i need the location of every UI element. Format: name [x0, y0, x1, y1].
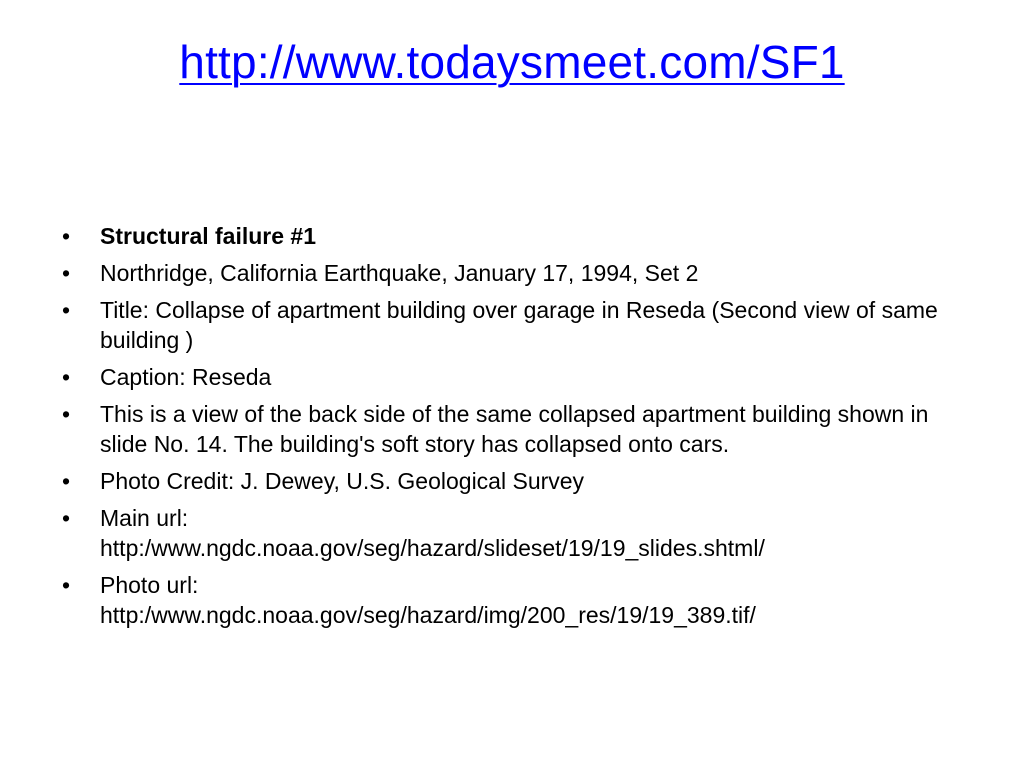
bullet-text: This is a view of the back side of the same collapsed apartment building shown in slide No. 14. The building's soft story has collapsed onto cars. [100, 401, 929, 457]
bullet-item-photo-url [60, 570, 980, 630]
bullet-item-event [60, 258, 980, 288]
bullet-item-caption [60, 362, 980, 392]
bullet-glyph: • [62, 260, 71, 286]
bullet-glyph: • [62, 223, 71, 249]
bullet-item-structural-failure [60, 221, 980, 251]
bullet-item-description [60, 399, 980, 459]
bullet-text: Photo Credit: J. Dewey, U.S. Geological Survey [100, 468, 585, 494]
slide-title [0, 32, 1024, 92]
bullet-text: Northridge, California Earthquake, January 17, 1994, Set 2 [100, 260, 699, 286]
bullet-glyph: • [62, 505, 71, 531]
bullet-glyph: • [62, 572, 71, 598]
main-url-value: http:/www.ngdc.noaa.gov/seg/hazard/slideset/19/19_slides.shtml/ [100, 535, 765, 561]
bullet-text: Title: Collapse of apartment building over garage in Reseda (Second view of same building ) [100, 297, 938, 353]
bullet-glyph: • [62, 297, 71, 323]
bullet-glyph: • [62, 364, 71, 390]
bullet-text: Caption: Reseda [100, 364, 272, 390]
photo-url-label: Photo url: [100, 572, 199, 598]
bullet-text: Structural failure #1 [100, 223, 317, 249]
bullet-list [60, 221, 980, 637]
bullet-item-photo-credit [60, 466, 980, 496]
main-url-label: Main url: [100, 505, 189, 531]
photo-url-value: http:/www.ngdc.noaa.gov/seg/hazard/img/200_res/19/19_389.tif/ [100, 602, 756, 628]
bullet-item-title [60, 295, 980, 355]
bullet-item-main-url [60, 503, 980, 563]
bullet-glyph: • [62, 401, 71, 427]
title-link[interactable]: http://www.todaysmeet.com/SF1 [179, 36, 845, 88]
bullet-glyph: • [62, 468, 71, 494]
